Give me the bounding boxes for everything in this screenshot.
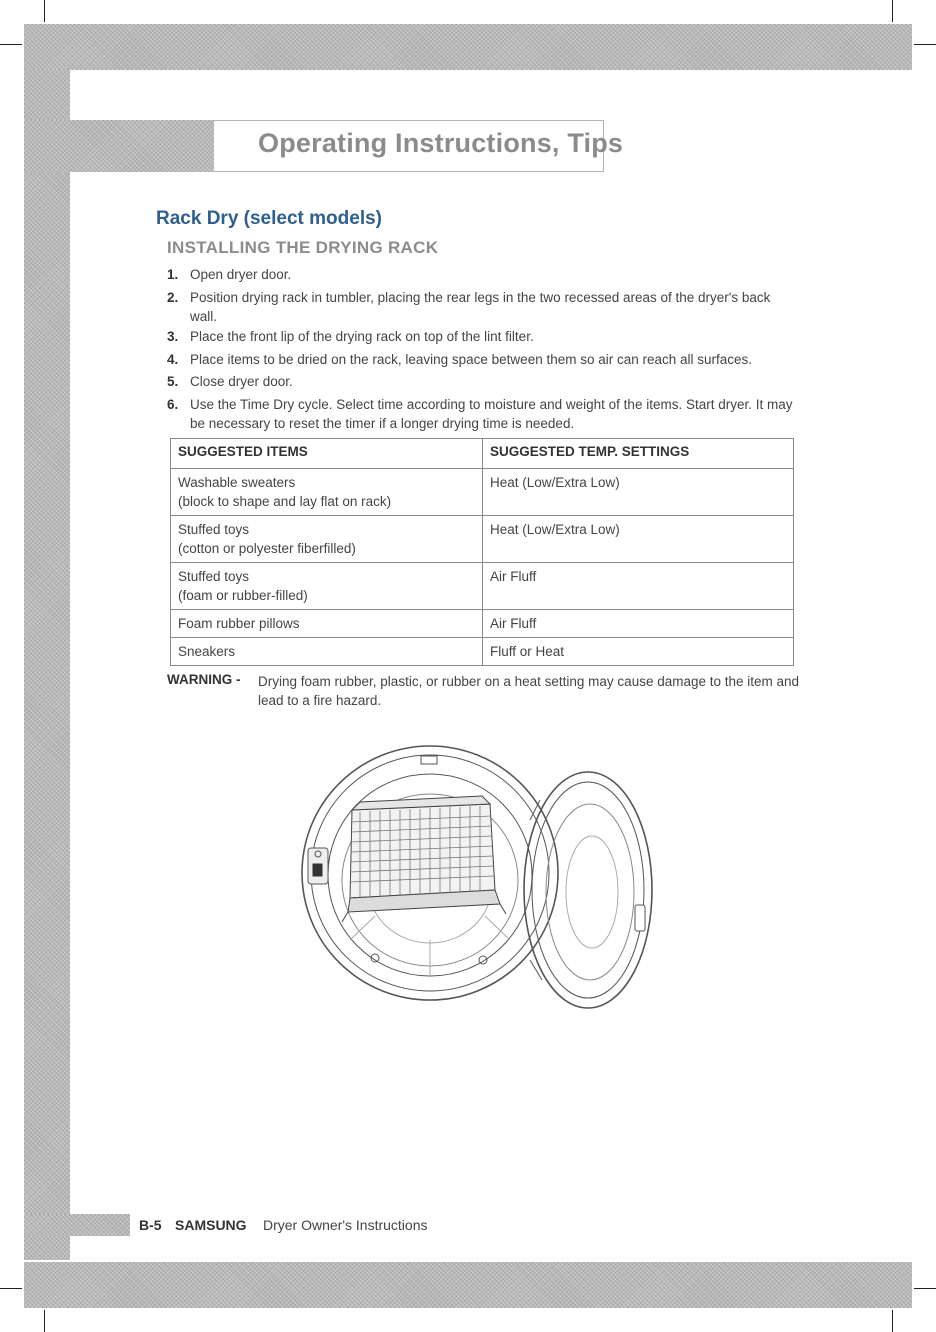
- step-text: Use the Time Dry cycle. Select time according to moisture and weight of the items. Start dryer. It may be necessary to reset the timer if a longer drying time is needed.: [190, 397, 793, 431]
- crop-mark: [44, 0, 45, 22]
- page-header-title: Operating Instructions, Tips: [258, 128, 624, 158]
- table-row: [171, 610, 794, 638]
- door-outer-ring: [524, 772, 652, 1008]
- step-text: Place items to be dried on the rack, leaving space between them so air can reach all surfaces.: [190, 352, 753, 367]
- setting-cell: Heat (Low/Extra Low): [483, 469, 794, 516]
- item-note: (cotton or polyester fiberfilled): [178, 541, 356, 556]
- warning-text: Drying foam rubber, plastic, or rubber on a heat setting may cause damage to the item and lead to a fire hazard.: [258, 674, 800, 708]
- crop-mark: [892, 1310, 893, 1332]
- table-row: [171, 638, 794, 666]
- setting-cell: Air Fluff: [483, 610, 794, 638]
- column-header-items: SUGGESTED ITEMS: [171, 439, 483, 469]
- table-row: [171, 469, 794, 516]
- suggested-settings-table: [170, 438, 794, 666]
- left-band: [24, 70, 70, 1260]
- crop-mark: [0, 1288, 22, 1289]
- footer-accent-block: [24, 1214, 130, 1236]
- document-title: Dryer Owner's Instructions: [263, 1217, 428, 1233]
- section-title: Rack Dry (select models): [156, 208, 382, 229]
- crop-mark: [914, 1288, 936, 1289]
- dryer-rack-illustration: [290, 740, 670, 1030]
- page-number: B-5: [139, 1217, 162, 1233]
- item-name: Sneakers: [178, 644, 236, 659]
- top-band: [24, 24, 912, 70]
- setting-cell: Heat (Low/Extra Low): [483, 516, 794, 563]
- item-cell: [171, 469, 483, 516]
- step-text: Position drying rack in tumbler, placing the rear legs in the two recessed areas of the dryer's back wall.: [190, 290, 771, 324]
- crop-mark: [914, 44, 936, 45]
- drying-rack: [342, 796, 506, 922]
- step-text: Open dryer door.: [190, 267, 292, 282]
- step-number: 4.: [167, 352, 179, 367]
- step-number: 5.: [167, 374, 179, 389]
- item-cell: [171, 638, 483, 666]
- item-name: Stuffed toys: [178, 522, 250, 537]
- step-number: 2.: [167, 290, 179, 305]
- step-number: 1.: [167, 267, 179, 282]
- crop-mark: [892, 0, 893, 22]
- brand-name: SAMSUNG: [175, 1217, 247, 1233]
- bottom-band: [24, 1262, 912, 1308]
- model-label-plate: [421, 756, 437, 764]
- column-header-settings: SUGGESTED TEMP. SETTINGS: [483, 439, 794, 469]
- table-row: [171, 563, 794, 610]
- table-row: [171, 516, 794, 563]
- item-cell: [171, 610, 483, 638]
- item-cell: [171, 563, 483, 610]
- item-name: Washable sweaters: [178, 475, 296, 490]
- item-name: Stuffed toys: [178, 569, 250, 584]
- table-header-row: [171, 439, 794, 469]
- setting-cell: Fluff or Heat: [483, 638, 794, 666]
- door-window: [566, 836, 618, 948]
- door-glass: [546, 804, 634, 980]
- door-handle-icon: [635, 905, 645, 931]
- item-note: (foam or rubber-filled): [178, 588, 308, 603]
- step-text: Place the front lip of the drying rack on top of the lint filter.: [190, 329, 534, 344]
- step-number: 3.: [167, 329, 179, 344]
- item-cell: [171, 516, 483, 563]
- header-accent-block: [24, 120, 214, 172]
- step-text: Close dryer door.: [190, 374, 293, 389]
- warning-label: WARNING -: [167, 672, 241, 687]
- step-number: 6.: [167, 397, 179, 412]
- dryer-door: [524, 772, 652, 1008]
- crop-mark: [0, 44, 22, 45]
- subsection-title: INSTALLING THE DRYING RACK: [167, 238, 439, 257]
- door-inner-ring: [532, 782, 644, 998]
- item-name: Foam rubber pillows: [178, 616, 300, 631]
- crop-mark: [44, 1310, 45, 1332]
- item-note: (block to shape and lay flat on rack): [178, 494, 392, 509]
- setting-cell: Air Fluff: [483, 563, 794, 610]
